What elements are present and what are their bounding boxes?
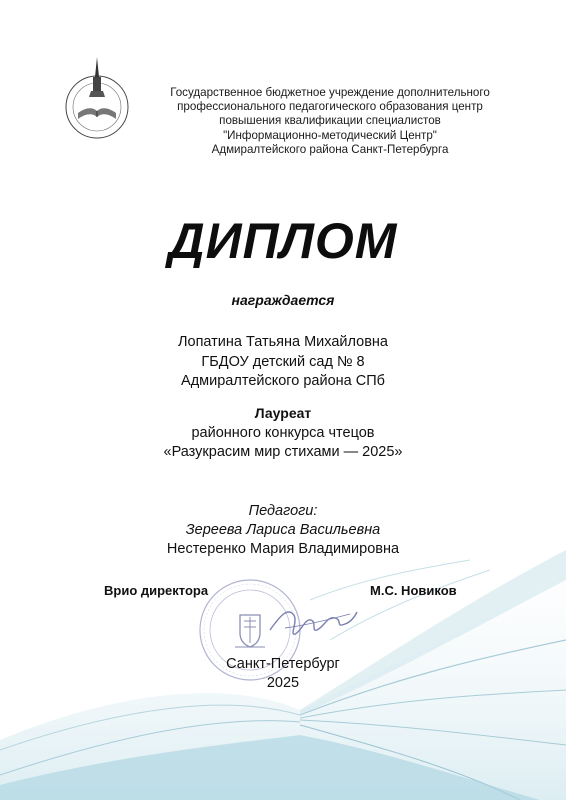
award-contest: районного конкурса чтецов bbox=[191, 424, 375, 441]
award-contest-name: «Разукрасим мир стихами — 2025» bbox=[163, 444, 403, 460]
signatory-position: Врио директора bbox=[104, 583, 209, 598]
organization-line: Адмиралтейского района Санкт-Петербурга bbox=[211, 142, 449, 156]
award-title: Лауреат bbox=[254, 405, 312, 421]
place-and-year bbox=[0, 655, 566, 693]
signatory-name: М.С. Новиков bbox=[370, 583, 457, 598]
organization-line: профессионального педагогического образования центр bbox=[177, 100, 483, 114]
year: 2025 bbox=[266, 675, 300, 691]
teacher-name: Нестеренко Мария Владимировна bbox=[166, 541, 400, 557]
diploma-title: ДИПЛОМ bbox=[168, 213, 398, 269]
teachers-block bbox=[0, 502, 566, 559]
organization-line: Государственное бюджетное учреждение дополнительного bbox=[170, 86, 490, 99]
organization-line: повышения квалификации специалистов bbox=[219, 114, 441, 128]
organization-name bbox=[145, 86, 515, 157]
recipient-institution: ГБДОУ детский сад № 8 bbox=[201, 353, 365, 370]
teacher-name: Зереева Лариса Васильевна bbox=[185, 522, 381, 538]
recipient-block bbox=[0, 333, 566, 392]
awarded-label: награждается bbox=[231, 292, 335, 308]
teachers-label: Педагоги: bbox=[248, 503, 318, 519]
recipient-name: Лопатина Татьяна Михайловна bbox=[177, 334, 388, 350]
award-block bbox=[0, 404, 566, 463]
signature bbox=[265, 598, 360, 648]
organization-logo bbox=[58, 55, 136, 140]
place: Санкт-Петербург bbox=[226, 656, 340, 672]
recipient-district: Адмиралтейского района СПб bbox=[181, 373, 385, 389]
organization-line: "Информационно-методический Центр" bbox=[223, 128, 437, 142]
